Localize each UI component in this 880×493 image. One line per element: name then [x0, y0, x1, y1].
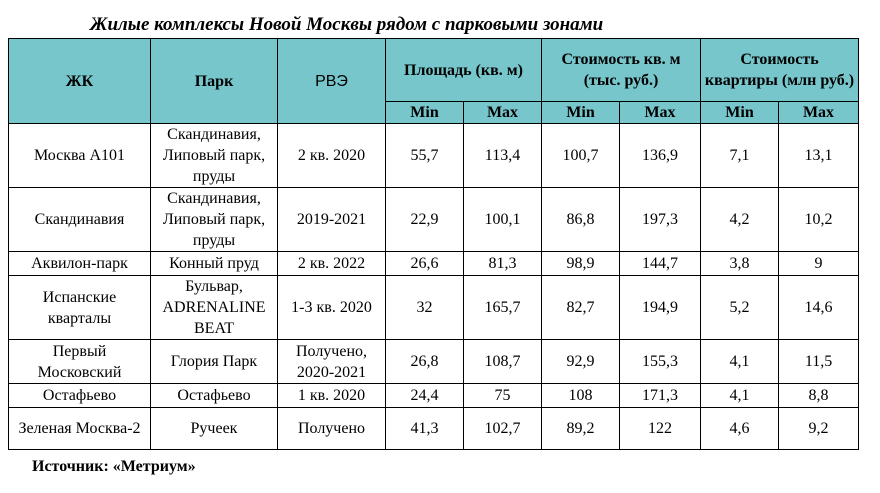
header-sqm-max: Max	[620, 102, 701, 124]
cell-sqm-min: 100,7	[542, 124, 620, 188]
header-sqm-min: Min	[542, 102, 620, 124]
table-row	[9, 408, 859, 450]
cell-sqm-max: 155,3	[620, 340, 701, 384]
cell-sqm-max: 144,7	[620, 252, 701, 276]
header-price-flat: Стоимость квартиры (млн руб.)	[701, 39, 859, 102]
cell-flat-max: 10,2	[779, 188, 859, 252]
cell-area-min: 41,3	[386, 408, 464, 450]
cell-sqm-min: 98,9	[542, 252, 620, 276]
cell-flat-min: 3,8	[701, 252, 779, 276]
cell-flat-max: 11,5	[779, 340, 859, 384]
table-row	[9, 252, 859, 276]
cell-sqm-min: 92,9	[542, 340, 620, 384]
cell-zk: Первый Московский	[9, 340, 151, 384]
cell-zk: Москва А101	[9, 124, 151, 188]
cell-park: Ручеек	[151, 408, 278, 450]
cell-area-min: 32	[386, 276, 464, 340]
cell-area-max: 102,7	[464, 408, 542, 450]
residential-complex-table	[8, 38, 859, 450]
cell-area-min: 24,4	[386, 384, 464, 408]
cell-sqm-min: 108	[542, 384, 620, 408]
cell-rve: Получено, 2020-2021	[278, 340, 386, 384]
cell-rve: 2019-2021	[278, 188, 386, 252]
header-zk: ЖК	[9, 39, 151, 124]
cell-park: Конный пруд	[151, 252, 278, 276]
cell-park: Глория Парк	[151, 340, 278, 384]
cell-area-max: 108,7	[464, 340, 542, 384]
cell-rve: 1 кв. 2020	[278, 384, 386, 408]
cell-zk: Аквилон-парк	[9, 252, 151, 276]
cell-area-max: 75	[464, 384, 542, 408]
table-row	[9, 124, 859, 188]
cell-sqm-max: 136,9	[620, 124, 701, 188]
cell-sqm-min: 82,7	[542, 276, 620, 340]
cell-area-min: 26,8	[386, 340, 464, 384]
cell-flat-min: 7,1	[701, 124, 779, 188]
cell-zk: Зеленая Москва-2	[9, 408, 151, 450]
cell-sqm-min: 89,2	[542, 408, 620, 450]
cell-sqm-max: 171,3	[620, 384, 701, 408]
header-rve: РВЭ	[278, 39, 386, 124]
cell-area-max: 81,3	[464, 252, 542, 276]
cell-rve: 1-3 кв. 2020	[278, 276, 386, 340]
cell-sqm-max: 197,3	[620, 188, 701, 252]
table-title: Жилые комплексы Новой Москвы рядом с парковыми зонами	[90, 14, 604, 35]
cell-flat-min: 4,1	[701, 384, 779, 408]
cell-rve: 2 кв. 2022	[278, 252, 386, 276]
cell-zk: Скандинавия	[9, 188, 151, 252]
cell-rve: Получено	[278, 408, 386, 450]
cell-flat-max: 9,2	[779, 408, 859, 450]
header-flat-max: Max	[779, 102, 859, 124]
cell-zk: Остафьево	[9, 384, 151, 408]
cell-area-max: 165,7	[464, 276, 542, 340]
cell-park: Бульвар, ADRENALINE BEAT	[151, 276, 278, 340]
source-note: Источник: «Метриум»	[32, 458, 196, 475]
table-row	[9, 276, 859, 340]
cell-sqm-min: 86,8	[542, 188, 620, 252]
table-row	[9, 384, 859, 408]
cell-flat-max: 14,6	[779, 276, 859, 340]
cell-zk: Испанские кварталы	[9, 276, 151, 340]
header-area-max: Max	[464, 102, 542, 124]
cell-park: Скандинавия, Липовый парк, пруды	[151, 124, 278, 188]
cell-park: Скандинавия, Липовый парк, пруды	[151, 188, 278, 252]
cell-rve: 2 кв. 2020	[278, 124, 386, 188]
cell-flat-max: 9	[779, 252, 859, 276]
cell-area-max: 100,1	[464, 188, 542, 252]
table-row	[9, 188, 859, 252]
cell-sqm-max: 122	[620, 408, 701, 450]
header-area: Площадь (кв. м)	[386, 39, 542, 102]
cell-flat-max: 8,8	[779, 384, 859, 408]
cell-area-max: 113,4	[464, 124, 542, 188]
cell-flat-min: 4,2	[701, 188, 779, 252]
header-price-sqm: Стоимость кв. м (тыс. руб.)	[542, 39, 701, 102]
cell-flat-min: 5,2	[701, 276, 779, 340]
cell-flat-max: 13,1	[779, 124, 859, 188]
cell-area-min: 22,9	[386, 188, 464, 252]
header-flat-min: Min	[701, 102, 779, 124]
header-park: Парк	[151, 39, 278, 124]
header-area-min: Min	[386, 102, 464, 124]
cell-area-min: 55,7	[386, 124, 464, 188]
cell-flat-min: 4,6	[701, 408, 779, 450]
cell-area-min: 26,6	[386, 252, 464, 276]
cell-park: Остафьево	[151, 384, 278, 408]
cell-flat-min: 4,1	[701, 340, 779, 384]
cell-sqm-max: 194,9	[620, 276, 701, 340]
table-row	[9, 340, 859, 384]
